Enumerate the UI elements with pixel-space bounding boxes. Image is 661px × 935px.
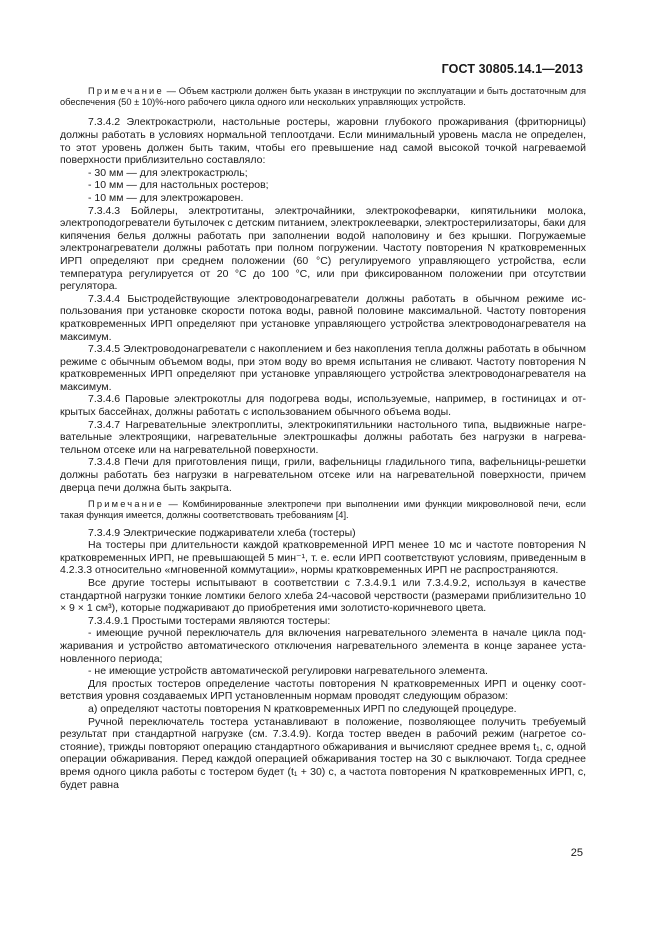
paragraph-7-3-4-5: 7.3.4.5 Электроводонагреватели с накоплением и без накопления тепла должны работать в обычном режиме с обычным объемом воды, при этом воду во время испытания не сливают. Частоту повторения N кратковременных ИРП определяют при установке управляющего устройства электроводонагревателя на максимум. <box>60 343 586 393</box>
note-label: Примечание <box>88 86 164 96</box>
note-paragraph <box>60 86 586 108</box>
list-item: - имеющие ручной переключатель для включения нагревательного элемента в начале цикла поджаривания и устройство автоматического отключения нагревательного элемента в конце заранее установленного периода; <box>60 627 586 665</box>
paragraph-7-3-4-3: 7.3.4.3 Бойлеры, электротитаны, электрочайники, электрокофеварки, кипятильники молока, электроподогреватели бутылочек с детским питанием, электроклееварки, электростерилизаторы, баки для кипячения белья должны работать при заполнении водой наполовину и без крышки. Погружаемые электронагреватели должны работать при полном погружении. Частоту повторения N кратковременных ИРП определяют при среднем положении (60 °C) регулируемого управляющего устройства, если температура регулируется от 20 °C до 100 °C, или при фиксированном положении при отсутствии регулятора. <box>60 204 586 293</box>
paragraph-simple-toasters: Для простых тостеров определение частоты повторения N кратковременных ИРП и оценку соответствия уровня создаваемых ИРП установленным нормам проводят следующим образом: <box>60 677 586 703</box>
paragraph-7-3-4-6: 7.3.4.6 Паровые электрокотлы для подогрева воды, используемые, например, в гостиницах и открытых бассейнах, должны работать с использованием обычного объема воды. <box>60 393 586 419</box>
list-item: - не имеющие устройств автоматической регулировки нагревательного элемента. <box>88 665 488 678</box>
note-paragraph <box>60 499 586 521</box>
list-item: - 10 мм — для электрожаровен. <box>88 191 244 204</box>
paragraph-item-a: а) определяют частоты повторения N кратковременных ИРП по следующей процедуре. <box>88 702 517 715</box>
paragraph-7-3-4-9-1: 7.3.4.9.1 Простыми тостерами являются тостеры: <box>88 614 331 627</box>
note-text: — Комбинированные электропечи при выполнении ими функции микроволновой печи, если такая функция имеется, должны соответствовать требованиям [4]. <box>60 499 586 521</box>
paragraph-toasters-a: На тостеры при длительности каждой кратковременной ИРП менее 10 мс и частоте повторения N кратковременных ИРП, не превышающей 5 мин⁻¹, т. е. если ИРП соответствуют условиям, приведенным в 4.2.3.3 относительно «мгновенной коммутации», нормы кратковременных ИРП не распространяются. <box>60 539 586 577</box>
section-title-7-3-4-9: 7.3.4.9 Электрические поджариватели хлеба (тостеры) <box>88 526 356 539</box>
list-item: - 30 мм — для электрокастрюль; <box>88 166 248 179</box>
paragraph-toasters-b: Все другие тостеры испытывают в соответствии с 7.3.4.9.1 или 7.3.4.9.2, используя в качестве стандартной нагрузки тонкие ломтики белого хлеба 24-часовой черствости (размерами приблизительно 10 × 9 × 1 см³), которые поджаривают до приобретения ими золотисто-коричневого цвета. <box>60 577 586 615</box>
document-id: ГОСТ 30805.14.1—2013 <box>441 62 583 76</box>
paragraph-7-3-4-4: 7.3.4.4 Быстродействующие электроводонагреватели должны работать в обычном режиме использования при установке скорости потока воды, равной половине максимальной. Частоту повторения кратковременных ИРП определяют при установке управляющего устройства электроводонагревателя на максимум. <box>60 292 586 343</box>
paragraph-manual-switch: Ручной переключатель тостера устанавливают в положение, позволяющее получить требуемый результат при стандартной нагрузке (см. 7.3.4.9). Когда тостер введен в рабочий режим (нагретое состояние), трижды повторяют операцию стандартного обжаривания и вычисляют среднее время t₁, с, одной операции обжаривания. Перед каждой операцией обжаривания тостер на 30 с выключают. Тогда среднее время одного цикла работы с тостером будет (t₁ + 30) с, а частота повторения N кратковременных ИРП, с, будет равна <box>60 715 586 791</box>
note-text: — Объем кастрюли должен быть указан в инструкции по эксплуатации и быть достаточным для обеспечения (50 ± 10)%-ного рабочего цикла одного или нескольких управляющих устройств. <box>60 86 586 108</box>
page-body <box>60 86 586 791</box>
paragraph-7-3-4-8: 7.3.4.8 Печи для приготовления пищи, грили, вафельницы гладильного типа, вафельницы-решетки должны работать без нагрузки в нагревательном отсеке или на нагревательной поверхности, причем дверца печи должна быть закрыта. <box>60 456 586 494</box>
note-label: Примечание <box>88 499 164 510</box>
list-item: - 10 мм — для настольных ростеров; <box>88 179 269 192</box>
page-number: 25 <box>570 847 583 859</box>
paragraph-7-3-4-2: 7.3.4.2 Электрокастрюли, настольные ростеры, жаровни глубокого прожаривания (фритюрницы) должны работать в условиях нормальной теплоотдачи. Если минимальный уровень масла не определен, то этот уровень должен быть таким, чтобы его превышение над самой высокой точкой нагреваемой поверхности приблизительно составляло: <box>60 116 586 167</box>
paragraph-7-3-4-7: 7.3.4.7 Нагревательные электроплиты, электрокипятильники настольного типа, выдвижные нагревательные электроящики, нагревательные электрошкафы должны работать без нагрузки в нагревательном отсеке или на нагревательной поверхности. <box>60 418 586 456</box>
